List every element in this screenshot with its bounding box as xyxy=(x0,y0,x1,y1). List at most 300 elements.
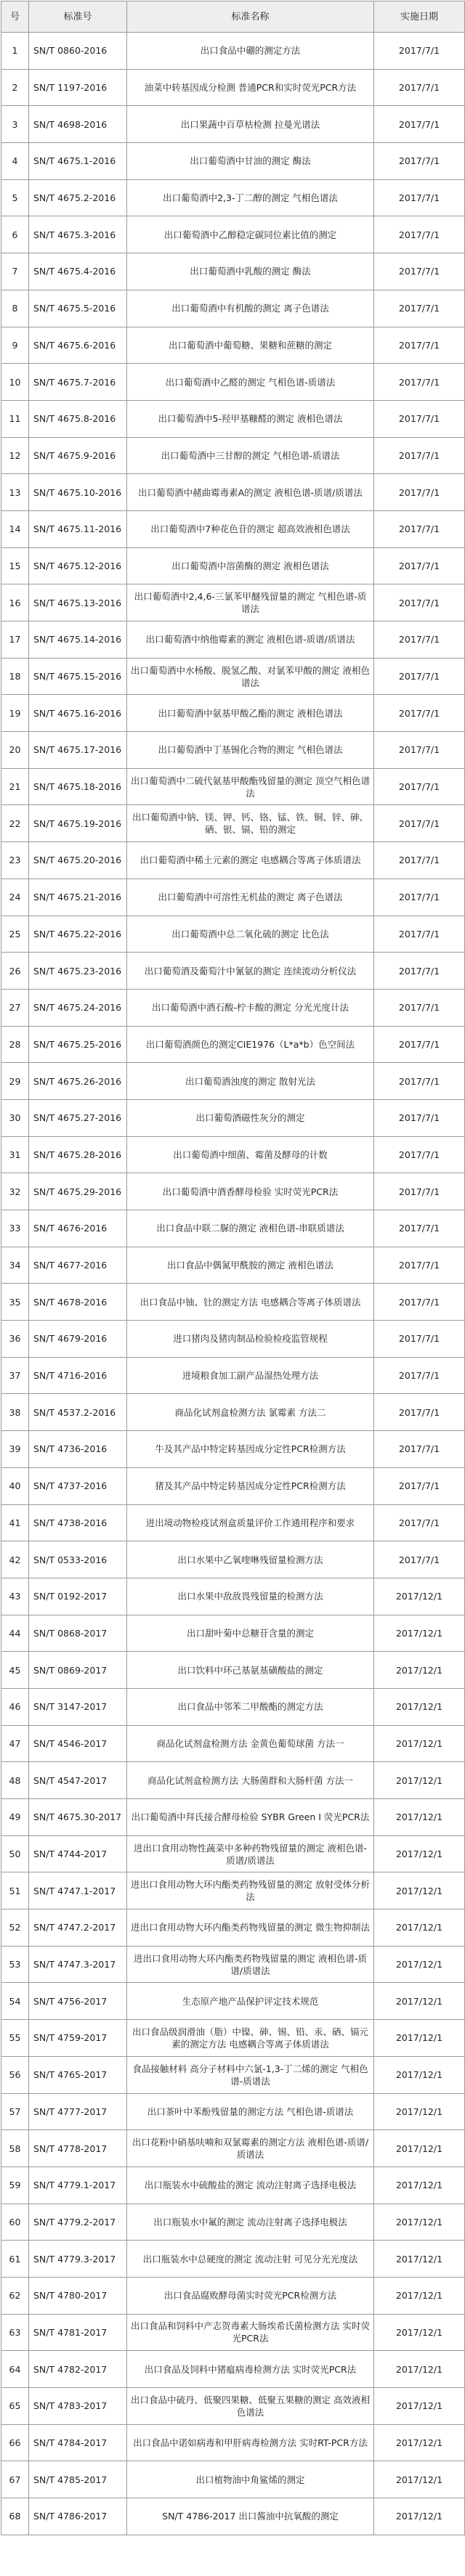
effective-date: 2017/12/1 xyxy=(374,2424,465,2461)
standard-name: 进出境动物检疫试剂盒质量评价工作通用程序和要求 xyxy=(127,1504,374,1541)
standard-code: SN/T 4716-2016 xyxy=(29,1357,127,1394)
standard-name: 猪及其产品中特定转基因成分定性PCR检测方法 xyxy=(127,1467,374,1504)
effective-date: 2017/7/1 xyxy=(374,621,465,659)
table-row xyxy=(1,474,465,511)
standard-name: 牛及其产品中特定转基因成分定性PCR检测方法 xyxy=(127,1431,374,1468)
standard-name: 进出口食用动物大环内酯类药物残留量的测定 微生物抑制法 xyxy=(127,1909,374,1947)
standard-code: SN/T 4779.3-2017 xyxy=(29,2241,127,2278)
row-number: 54 xyxy=(1,1983,29,2020)
standard-code: SN/T 4675.20-2016 xyxy=(29,842,127,879)
effective-date: 2017/7/1 xyxy=(374,1173,465,1210)
standard-code: SN/T 4675.26-2016 xyxy=(29,1063,127,1100)
effective-date: 2017/7/1 xyxy=(374,1063,465,1100)
table-body xyxy=(1,33,465,2535)
effective-date: 2017/7/1 xyxy=(374,364,465,401)
effective-date: 2017/7/1 xyxy=(374,989,465,1026)
standard-name: 出口食品中铀、钍的测定方法 电感耦合等离子体质谱法 xyxy=(127,1284,374,1321)
table-row xyxy=(1,1431,465,1468)
row-number: 51 xyxy=(1,1872,29,1909)
row-number: 18 xyxy=(1,658,29,695)
effective-date: 2017/12/1 xyxy=(374,2204,465,2241)
standard-code: SN/T 3147-2017 xyxy=(29,1688,127,1725)
effective-date: 2017/7/1 xyxy=(374,584,465,621)
standard-name: 出口饮料中环己基氨基磺酸盐的测定 xyxy=(127,1652,374,1689)
standard-name: 出口食品中偶氮甲酰胺的测定 液相色谱法 xyxy=(127,1247,374,1284)
table-row xyxy=(1,437,465,474)
standard-code: SN/T 4779.2-2017 xyxy=(29,2204,127,2241)
standard-name: 出口食品中诺如病毒和甲肝病毒检测方法 实时RT-PCR方法 xyxy=(127,2424,374,2461)
table-row xyxy=(1,2388,465,2425)
table-row xyxy=(1,989,465,1026)
row-number: 17 xyxy=(1,621,29,659)
table-row xyxy=(1,1467,465,1504)
standard-code: SN/T 4675.22-2016 xyxy=(29,916,127,953)
effective-date: 2017/7/1 xyxy=(374,1394,465,1431)
effective-date: 2017/12/1 xyxy=(374,2167,465,2204)
effective-date: 2017/7/1 xyxy=(374,290,465,327)
row-number: 14 xyxy=(1,510,29,547)
standard-code: SN/T 4747.1-2017 xyxy=(29,1872,127,1909)
table-row xyxy=(1,1983,465,2020)
row-number: 60 xyxy=(1,2204,29,2241)
row-number: 36 xyxy=(1,1321,29,1358)
row-number: 21 xyxy=(1,768,29,805)
standard-name: 出口葡萄酒中葡萄糖、果糖和蔗糖的测定 xyxy=(127,327,374,364)
header-number: 号 xyxy=(1,1,29,33)
table-row xyxy=(1,1909,465,1947)
effective-date: 2017/12/1 xyxy=(374,1762,465,1799)
effective-date: 2017/7/1 xyxy=(374,1136,465,1173)
standard-code: SN/T 4675.17-2016 xyxy=(29,732,127,769)
effective-date: 2017/7/1 xyxy=(374,805,465,842)
standard-code: SN/T 4675.21-2016 xyxy=(29,879,127,916)
table-row xyxy=(1,1504,465,1541)
table-row xyxy=(1,2130,465,2167)
standard-code: SN/T 4675.5-2016 xyxy=(29,290,127,327)
effective-date: 2017/12/1 xyxy=(374,1799,465,1836)
row-number: 39 xyxy=(1,1431,29,1468)
row-number: 30 xyxy=(1,1099,29,1136)
row-number: 68 xyxy=(1,2498,29,2535)
standard-code: SN/T 4778-2017 xyxy=(29,2130,127,2167)
standard-code: SN/T 4675.23-2016 xyxy=(29,953,127,990)
effective-date: 2017/7/1 xyxy=(374,1504,465,1541)
standard-name: 出口葡萄酒中7种花色苷的测定 超高效液相色谱法 xyxy=(127,510,374,547)
table-row xyxy=(1,33,465,70)
effective-date: 2017/7/1 xyxy=(374,547,465,584)
effective-date: 2017/12/1 xyxy=(374,1946,465,1983)
standard-code: SN/T 4675.14-2016 xyxy=(29,621,127,659)
row-number: 35 xyxy=(1,1284,29,1321)
effective-date: 2017/12/1 xyxy=(374,1909,465,1947)
row-number: 45 xyxy=(1,1652,29,1689)
effective-date: 2017/7/1 xyxy=(374,1321,465,1358)
table-row xyxy=(1,1173,465,1210)
effective-date: 2017/12/1 xyxy=(374,1578,465,1615)
effective-date: 2017/7/1 xyxy=(374,1431,465,1468)
row-number: 67 xyxy=(1,2461,29,2498)
table-row xyxy=(1,1394,465,1431)
standard-name: 出口茶叶中苯酚残留量的测定方法 气相色谱-质谱法 xyxy=(127,2093,374,2130)
standard-name: 出口花粉中硝基呋喃和双氯霉素的测定方法 液相色谱-质谱/质谱法 xyxy=(127,2130,374,2167)
table-row xyxy=(1,2204,465,2241)
table-row xyxy=(1,1026,465,1063)
row-number: 6 xyxy=(1,216,29,253)
effective-date: 2017/7/1 xyxy=(374,400,465,437)
effective-date: 2017/7/1 xyxy=(374,33,465,70)
standard-name: 出口葡萄酒中乳酸的测定 酶法 xyxy=(127,253,374,290)
standard-code: SN/T 4679-2016 xyxy=(29,1321,127,1358)
table-row xyxy=(1,1063,465,1100)
table-row xyxy=(1,2461,465,2498)
standard-code: SN/T 0869-2017 xyxy=(29,1652,127,1689)
row-number: 10 xyxy=(1,364,29,401)
header-standard-name: 标准名称 xyxy=(127,1,374,33)
row-number: 57 xyxy=(1,2093,29,2130)
row-number: 4 xyxy=(1,143,29,180)
table-row xyxy=(1,1247,465,1284)
table-row xyxy=(1,400,465,437)
row-number: 2 xyxy=(1,69,29,106)
standards-table xyxy=(1,1,465,2535)
standard-code: SN/T 4737-2016 xyxy=(29,1467,127,1504)
standard-name: 进出口食用动物大环内酯类药物残留量的测定 放射受体分析法 xyxy=(127,1872,374,1909)
row-number: 43 xyxy=(1,1578,29,1615)
table-row xyxy=(1,842,465,879)
row-number: 63 xyxy=(1,2314,29,2351)
row-number: 8 xyxy=(1,290,29,327)
standard-code: SN/T 4765-2017 xyxy=(29,2056,127,2093)
row-number: 9 xyxy=(1,327,29,364)
effective-date: 2017/7/1 xyxy=(374,216,465,253)
standard-name: 出口水果中乙氧喹啉残留量检测方法 xyxy=(127,1541,374,1578)
standard-name: 出口葡萄酒中酒石酸-柠卡酸的测定 分光光度计法 xyxy=(127,989,374,1026)
standard-code: SN/T 4675.12-2016 xyxy=(29,547,127,584)
standard-code: SN/T 4783-2017 xyxy=(29,2388,127,2425)
standard-name: 进出口食用动物大环内酯类药物残留量的测定 液相色谱-质谱/质谱法 xyxy=(127,1946,374,1983)
table-row xyxy=(1,953,465,990)
standard-code: SN/T 4675.9-2016 xyxy=(29,437,127,474)
table-row xyxy=(1,547,465,584)
standard-code: SN/T 4782-2017 xyxy=(29,2351,127,2388)
effective-date: 2017/7/1 xyxy=(374,1541,465,1578)
row-number: 65 xyxy=(1,2388,29,2425)
effective-date: 2017/12/1 xyxy=(374,2498,465,2535)
row-number: 20 xyxy=(1,732,29,769)
row-number: 27 xyxy=(1,989,29,1026)
row-number: 49 xyxy=(1,1799,29,1836)
standard-code: SN/T 4747.2-2017 xyxy=(29,1909,127,1947)
standard-name: 出口葡萄酒中乙醇稳定碳同位素比值的测定 xyxy=(127,216,374,253)
standard-code: SN/T 4675.10-2016 xyxy=(29,474,127,511)
standard-code: SN/T 4678-2016 xyxy=(29,1284,127,1321)
standard-code: SN/T 4675.1-2016 xyxy=(29,143,127,180)
effective-date: 2017/7/1 xyxy=(374,732,465,769)
effective-date: 2017/7/1 xyxy=(374,474,465,511)
standard-name: 出口食品及饲料中猪瘟病毒检测方法 实时荧光PCR法 xyxy=(127,2351,374,2388)
standard-code: SN/T 4675.25-2016 xyxy=(29,1026,127,1063)
effective-date: 2017/7/1 xyxy=(374,1247,465,1284)
table-row xyxy=(1,1578,465,1615)
standard-code: SN/T 4698-2016 xyxy=(29,106,127,143)
effective-date: 2017/12/1 xyxy=(374,1615,465,1652)
row-number: 64 xyxy=(1,2351,29,2388)
standard-name: 食品接触材料 高分子材料中六氯-1,3-丁二烯的测定 气相色谱-质谱法 xyxy=(127,2056,374,2093)
standard-name: 出口食品中硫丹、低聚四果糖、低聚五果糖的测定 高效液相色谱法 xyxy=(127,2388,374,2425)
row-number: 7 xyxy=(1,253,29,290)
effective-date: 2017/7/1 xyxy=(374,143,465,180)
header-row xyxy=(1,1,465,33)
row-number: 25 xyxy=(1,916,29,953)
table-row xyxy=(1,1799,465,1836)
table-row xyxy=(1,916,465,953)
table-row xyxy=(1,1725,465,1762)
row-number: 40 xyxy=(1,1467,29,1504)
table-row xyxy=(1,879,465,916)
table-row xyxy=(1,1652,465,1689)
effective-date: 2017/12/1 xyxy=(374,2130,465,2167)
effective-date: 2017/12/1 xyxy=(374,2056,465,2093)
table-row xyxy=(1,69,465,106)
row-number: 11 xyxy=(1,400,29,437)
table-row xyxy=(1,1284,465,1321)
standard-name: 出口葡萄酒中稀土元素的测定 电感耦合等离子体质谱法 xyxy=(127,842,374,879)
effective-date: 2017/12/1 xyxy=(374,1652,465,1689)
effective-date: 2017/12/1 xyxy=(374,2020,465,2057)
effective-date: 2017/12/1 xyxy=(374,2461,465,2498)
standard-code: SN/T 4537.2-2016 xyxy=(29,1394,127,1431)
standard-code: SN/T 4781-2017 xyxy=(29,2314,127,2351)
row-number: 44 xyxy=(1,1615,29,1652)
effective-date: 2017/7/1 xyxy=(374,1026,465,1063)
header-standard-code: 标准号 xyxy=(29,1,127,33)
row-number: 22 xyxy=(1,805,29,842)
effective-date: 2017/7/1 xyxy=(374,953,465,990)
standard-name: SN/T 4786-2017 出口酱油中抗氧酸的测定 xyxy=(127,2498,374,2535)
standard-code: SN/T 4676-2016 xyxy=(29,1210,127,1247)
row-number: 59 xyxy=(1,2167,29,2204)
effective-date: 2017/7/1 xyxy=(374,768,465,805)
standard-code: SN/T 4675.3-2016 xyxy=(29,216,127,253)
effective-date: 2017/12/1 xyxy=(374,2351,465,2388)
row-number: 13 xyxy=(1,474,29,511)
table-row xyxy=(1,1688,465,1725)
standard-name: 出口瓶装水中总硬度的测定 流动注射 可见分光光度法 xyxy=(127,2241,374,2278)
table-row xyxy=(1,768,465,805)
standard-name: 出口葡萄酒磁性灰分的测定 xyxy=(127,1099,374,1136)
standard-name: 出口食品中硼的测定方法 xyxy=(127,33,374,70)
table-row xyxy=(1,658,465,695)
table-row xyxy=(1,1357,465,1394)
standard-name: 进出口食用动物性蔬菜中多种药物残留量的测定 液相色谱-质谱/质谱法 xyxy=(127,1835,374,1872)
row-number: 38 xyxy=(1,1394,29,1431)
standard-code: SN/T 4744-2017 xyxy=(29,1835,127,1872)
table-row xyxy=(1,1136,465,1173)
table-row xyxy=(1,510,465,547)
standard-name: 商品化试剂盒检测方法 大肠菌群和大肠杆菌 方法一 xyxy=(127,1762,374,1799)
row-number: 34 xyxy=(1,1247,29,1284)
row-number: 47 xyxy=(1,1725,29,1762)
standard-code: SN/T 4675.7-2016 xyxy=(29,364,127,401)
standard-code: SN/T 4677-2016 xyxy=(29,1247,127,1284)
table-row xyxy=(1,621,465,659)
row-number: 58 xyxy=(1,2130,29,2167)
standard-code: SN/T 4675.13-2016 xyxy=(29,584,127,621)
standard-code: SN/T 4736-2016 xyxy=(29,1431,127,1468)
standard-name: 商品化试剂盒检测方法 金黄色葡萄球菌 方法一 xyxy=(127,1725,374,1762)
row-number: 31 xyxy=(1,1136,29,1173)
standard-name: 出口葡萄酒中5-羟甲基糠醛的测定 液相色谱法 xyxy=(127,400,374,437)
table-row xyxy=(1,1541,465,1578)
table-row xyxy=(1,2056,465,2093)
standard-name: 生态原产地产品保护评定技术规范 xyxy=(127,1983,374,2020)
standard-code: SN/T 0192-2017 xyxy=(29,1578,127,1615)
row-number: 62 xyxy=(1,2277,29,2314)
standard-code: SN/T 4747.3-2017 xyxy=(29,1946,127,1983)
standard-code: SN/T 4675.19-2016 xyxy=(29,805,127,842)
standard-code: SN/T 4675.6-2016 xyxy=(29,327,127,364)
standard-name: 出口瓶装水中氟的测定 流动注射离子选择电极法 xyxy=(127,2204,374,2241)
table-row xyxy=(1,695,465,732)
row-number: 33 xyxy=(1,1210,29,1247)
standard-name: 出口葡萄酒中甘油的测定 酶法 xyxy=(127,143,374,180)
table-header xyxy=(1,1,465,33)
standard-name: 出口葡萄酒中溶菌酶的测定 液相色谱法 xyxy=(127,547,374,584)
standard-name: 出口葡萄酒中水杨酸、脱氢乙酸、对氯苯甲酸的测定 液相色谱法 xyxy=(127,658,374,695)
standard-code: SN/T 4675.29-2016 xyxy=(29,1173,127,1210)
standard-code: SN/T 4675.8-2016 xyxy=(29,400,127,437)
standard-name: 出口水果中敌敌畏残留量的检测方法 xyxy=(127,1578,374,1615)
table-row xyxy=(1,290,465,327)
row-number: 1 xyxy=(1,33,29,70)
standard-name: 出口葡萄酒中赭曲霉毒素A的测定 液相色谱-质谱/质谱法 xyxy=(127,474,374,511)
standard-code: SN/T 4675.24-2016 xyxy=(29,989,127,1026)
standard-code: SN/T 0860-2016 xyxy=(29,33,127,70)
effective-date: 2017/12/1 xyxy=(374,1835,465,1872)
standard-name: 出口葡萄酒浊度的测定 散射光法 xyxy=(127,1063,374,1100)
effective-date: 2017/7/1 xyxy=(374,842,465,879)
standard-name: 出口葡萄酒中氨基甲酸乙酯的测定 液相色谱法 xyxy=(127,695,374,732)
row-number: 16 xyxy=(1,584,29,621)
table-row xyxy=(1,584,465,621)
row-number: 53 xyxy=(1,1946,29,1983)
standard-code: SN/T 4779.1-2017 xyxy=(29,2167,127,2204)
effective-date: 2017/12/1 xyxy=(374,2314,465,2351)
table-row xyxy=(1,2093,465,2130)
standard-code: SN/T 4756-2017 xyxy=(29,1983,127,2020)
header-effective-date: 实施日期 xyxy=(374,1,465,33)
row-number: 55 xyxy=(1,2020,29,2057)
row-number: 28 xyxy=(1,1026,29,1063)
effective-date: 2017/12/1 xyxy=(374,1872,465,1909)
effective-date: 2017/7/1 xyxy=(374,179,465,216)
effective-date: 2017/7/1 xyxy=(374,1210,465,1247)
effective-date: 2017/7/1 xyxy=(374,1284,465,1321)
table-row xyxy=(1,1321,465,1358)
standard-code: SN/T 4675.18-2016 xyxy=(29,768,127,805)
standard-name: 出口葡萄酒中丁基锡化合物的测定 气相色谱法 xyxy=(127,732,374,769)
standard-name: 出口葡萄酒颜色的测定CIE1976（L*a*b）色空间法 xyxy=(127,1026,374,1063)
standard-name: 出口甜叶菊中总糖苷含量的测定 xyxy=(127,1615,374,1652)
table-row xyxy=(1,1762,465,1799)
standard-name: 出口葡萄酒中有机酸的测定 离子色谱法 xyxy=(127,290,374,327)
standard-code: SN/T 4547-2017 xyxy=(29,1762,127,1799)
row-number: 24 xyxy=(1,879,29,916)
standard-code: SN/T 0533-2016 xyxy=(29,1541,127,1578)
row-number: 48 xyxy=(1,1762,29,1799)
standard-code: SN/T 4738-2016 xyxy=(29,1504,127,1541)
table-row xyxy=(1,1615,465,1652)
row-number: 32 xyxy=(1,1173,29,1210)
standard-code: SN/T 4675.11-2016 xyxy=(29,510,127,547)
standard-name: 出口食品中联二脲的测定 液相色谱-串联质谱法 xyxy=(127,1210,374,1247)
effective-date: 2017/7/1 xyxy=(374,510,465,547)
standard-code: SN/T 4675.4-2016 xyxy=(29,253,127,290)
standard-code: SN/T 1197-2016 xyxy=(29,69,127,106)
row-number: 50 xyxy=(1,1835,29,1872)
effective-date: 2017/12/1 xyxy=(374,2241,465,2278)
standard-name: 出口葡萄酒中纳他霉素的测定 液相色谱-质谱/质谱法 xyxy=(127,621,374,659)
effective-date: 2017/7/1 xyxy=(374,658,465,695)
effective-date: 2017/7/1 xyxy=(374,879,465,916)
table-row xyxy=(1,1872,465,1909)
standard-name: 商品化试剂盒检测方法 氯霉素 方法二 xyxy=(127,1394,374,1431)
table-row xyxy=(1,2167,465,2204)
standard-code: SN/T 4546-2017 xyxy=(29,1725,127,1762)
standard-code: SN/T 4785-2017 xyxy=(29,2461,127,2498)
row-number: 42 xyxy=(1,1541,29,1578)
standard-code: SN/T 4675.2-2016 xyxy=(29,179,127,216)
standard-name: 进境粮食加工副产品湿热处理方法 xyxy=(127,1357,374,1394)
standard-code: SN/T 0868-2017 xyxy=(29,1615,127,1652)
standard-code: SN/T 4777-2017 xyxy=(29,2093,127,2130)
standard-name: 出口植物油中角鲨烯的测定 xyxy=(127,2461,374,2498)
standard-name: 出口葡萄酒中可溶性无机盐的测定 离子色谱法 xyxy=(127,879,374,916)
standard-name: 进口猪肉及猪肉制品检验检疫监管规程 xyxy=(127,1321,374,1358)
standard-code: SN/T 4675.27-2016 xyxy=(29,1099,127,1136)
table-row xyxy=(1,732,465,769)
effective-date: 2017/7/1 xyxy=(374,327,465,364)
standard-name: 出口葡萄酒中乙醛的测定 气相色谱-质谱法 xyxy=(127,364,374,401)
table-row xyxy=(1,2351,465,2388)
table-row xyxy=(1,1946,465,1983)
table-row xyxy=(1,179,465,216)
standard-name: 出口果蔬中百草枯检测 拉曼光谱法 xyxy=(127,106,374,143)
row-number: 56 xyxy=(1,2056,29,2093)
standard-name: 出口葡萄酒中钠、镁、钾、钙、铬、锰、铁、铜、锌、砷、硒、银、镉、铅的测定 xyxy=(127,805,374,842)
standard-name: 出口葡萄酒中总二氧化硫的测定 比色法 xyxy=(127,916,374,953)
effective-date: 2017/7/1 xyxy=(374,695,465,732)
standard-name: 出口葡萄酒中2,3-丁二醇的测定 气相色谱法 xyxy=(127,179,374,216)
table-row xyxy=(1,216,465,253)
standard-name: 出口食品中邻苯二甲酸酯的测定方法 xyxy=(127,1688,374,1725)
standard-name: 出口食品和饲料中产志贺毒素大肠埃希氏菌检测方法 实时荧光PCR法 xyxy=(127,2314,374,2351)
table-row xyxy=(1,2241,465,2278)
standard-code: SN/T 4675.15-2016 xyxy=(29,658,127,695)
effective-date: 2017/12/1 xyxy=(374,2093,465,2130)
standard-name: 出口葡萄酒中酒香酵母检验 实时荧光PCR法 xyxy=(127,1173,374,1210)
standard-name: 出口葡萄酒中2,4,6-三氯苯甲醚残留量的测定 气相色谱-质谱法 xyxy=(127,584,374,621)
table-row xyxy=(1,2277,465,2314)
row-number: 61 xyxy=(1,2241,29,2278)
row-number: 26 xyxy=(1,953,29,990)
standard-name: 出口葡萄酒中细菌、霉菌及酵母的计数 xyxy=(127,1136,374,1173)
effective-date: 2017/7/1 xyxy=(374,106,465,143)
row-number: 41 xyxy=(1,1504,29,1541)
table-row xyxy=(1,2314,465,2351)
standard-code: SN/T 4675.30-2017 xyxy=(29,1799,127,1836)
standard-name: 出口食品腐败酵母菌实时荧光PCR检测方法 xyxy=(127,2277,374,2314)
